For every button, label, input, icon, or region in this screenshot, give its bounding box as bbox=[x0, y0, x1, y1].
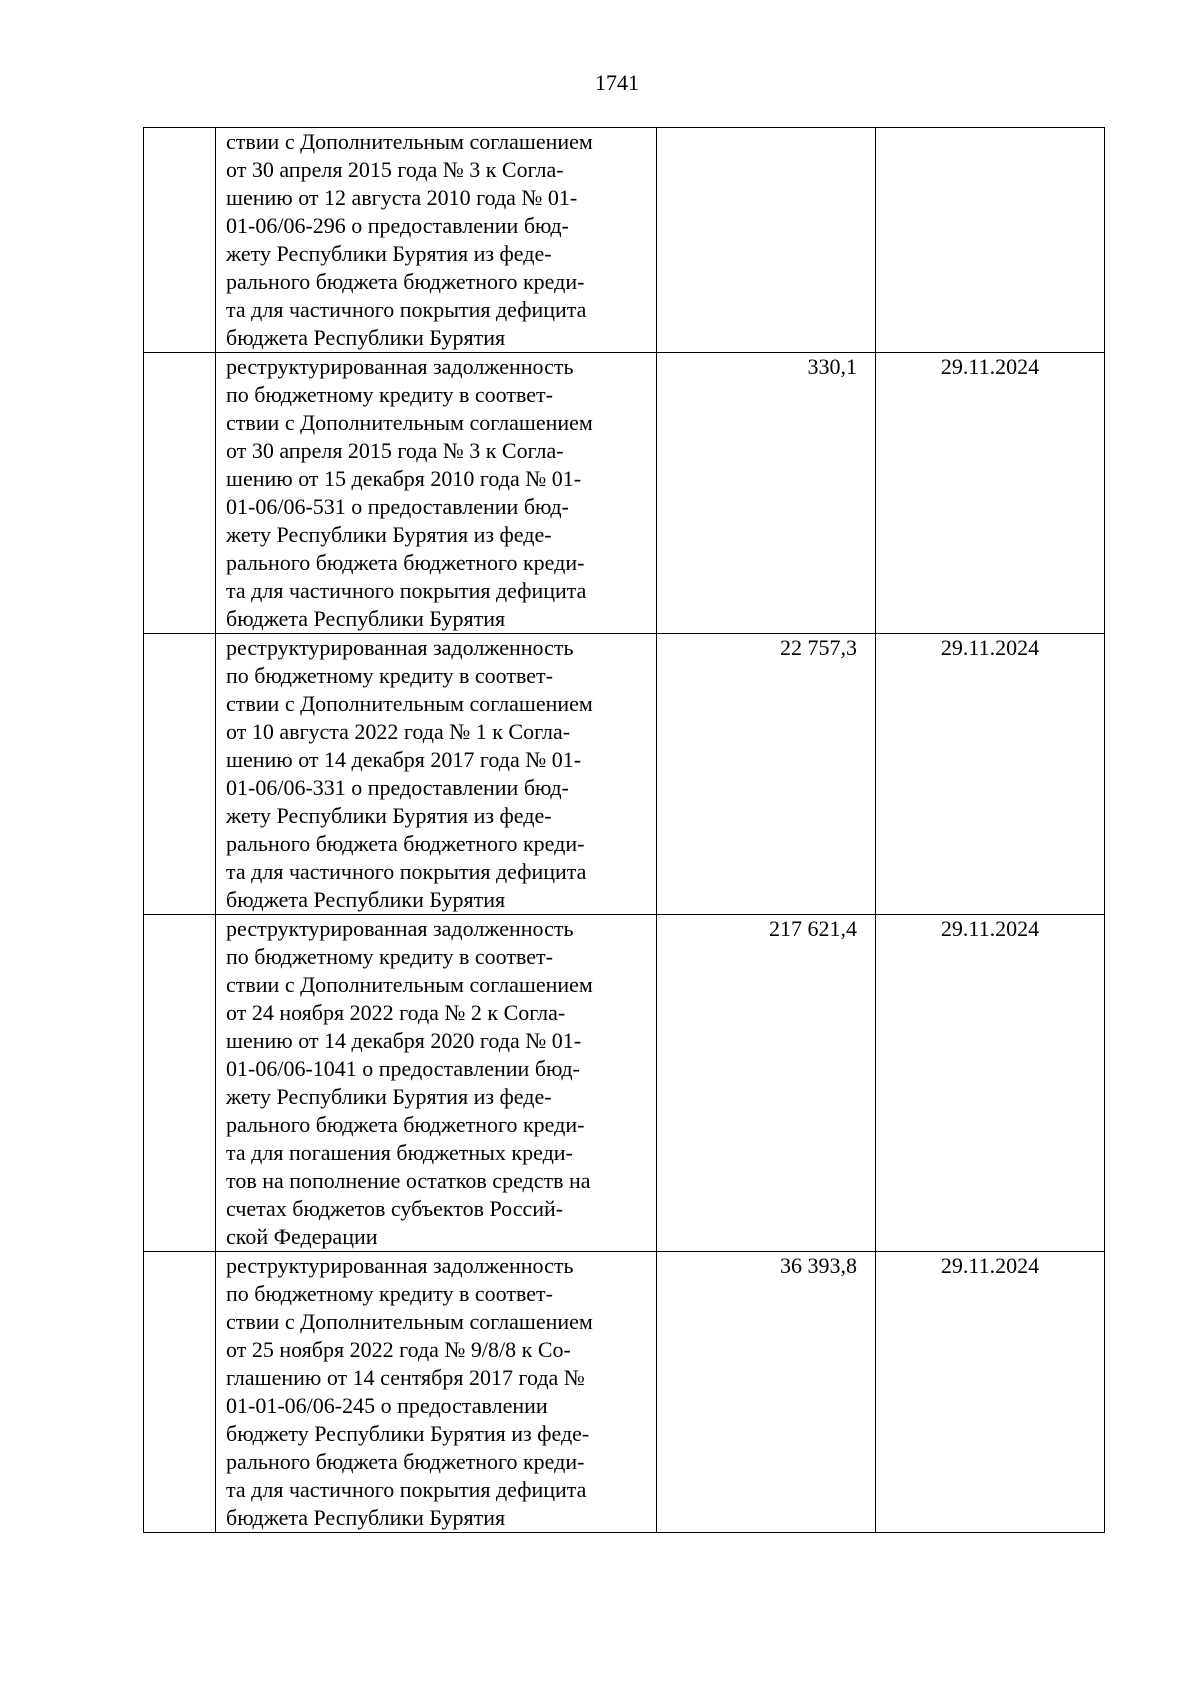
row-index-cell bbox=[144, 353, 216, 634]
row-index-cell bbox=[144, 1252, 216, 1533]
table-row bbox=[144, 915, 1105, 1252]
page-number: 1741 bbox=[595, 70, 639, 95]
row-amount-cell: 330,1 bbox=[657, 353, 876, 634]
row-index-cell bbox=[144, 915, 216, 1252]
row-description-cell: реструктурированная задолженность по бюджетному кредиту в соответ- ствии с Дополнительным соглашением от 25 ноября 2022 года № 9/8/8 к Со- глашению от 14 сентября 2017 года № 01-01-06/06-245 о предоставлении бюджету Республики Бурятия из феде- рального бюджета бюджетного креди- та для частичного покрытия дефицита бюджета Республики Бурятия bbox=[216, 1252, 657, 1533]
row-index-cell bbox=[144, 128, 216, 353]
row-date-cell: 29.11.2024 bbox=[876, 915, 1105, 1252]
row-index-cell bbox=[144, 634, 216, 915]
row-description-cell: реструктурированная задолженность по бюджетному кредиту в соответ- ствии с Дополнительным соглашением от 24 ноября 2022 года № 2 к Согла- шению от 14 декабря 2020 года № 01- 01-06/06-1041 о предоставлении бюд- жету Республики Бурятия из феде- рального бюджета бюджетного креди- та для погашения бюджетных креди- тов на пополнение остатков средств на счетах бюджетов субъектов Россий- ской Федерации bbox=[216, 915, 657, 1252]
row-date-cell: 29.11.2024 bbox=[876, 634, 1105, 915]
row-date-cell: 29.11.2024 bbox=[876, 1252, 1105, 1533]
row-date-cell bbox=[876, 128, 1105, 353]
row-description-cell: ствии с Дополнительным соглашением от 30 апреля 2015 года № 3 к Согла- шению от 12 августа 2010 года № 01- 01-06/06-296 о предоставлении бюд- жету Республики Бурятия из феде- рального бюджета бюджетного креди- та для частичного покрытия дефицита бюджета Республики Бурятия bbox=[216, 128, 657, 353]
row-date-cell: 29.11.2024 bbox=[876, 353, 1105, 634]
row-description-cell: реструктурированная задолженность по бюджетному кредиту в соответ- ствии с Дополнительным соглашением от 10 августа 2022 года № 1 к Согла- шению от 14 декабря 2017 года № 01- 01-06/06-331 о предоставлении бюд- жету Республики Бурятия из феде- рального бюджета бюджетного креди- та для частичного покрытия дефицита бюджета Республики Бурятия bbox=[216, 634, 657, 915]
debt-table bbox=[143, 127, 1105, 1533]
row-description-cell: реструктурированная задолженность по бюджетному кредиту в соответ- ствии с Дополнительным соглашением от 30 апреля 2015 года № 3 к Согла- шению от 15 декабря 2010 года № 01- 01-06/06-531 о предоставлении бюд- жету Республики Бурятия из феде- рального бюджета бюджетного креди- та для частичного покрытия дефицита бюджета Республики Бурятия bbox=[216, 353, 657, 634]
row-amount-cell: 36 393,8 bbox=[657, 1252, 876, 1533]
table-row bbox=[144, 128, 1105, 353]
row-amount-cell bbox=[657, 128, 876, 353]
table-row bbox=[144, 353, 1105, 634]
table-row bbox=[144, 634, 1105, 915]
row-amount-cell: 22 757,3 bbox=[657, 634, 876, 915]
row-amount-cell: 217 621,4 bbox=[657, 915, 876, 1252]
table-row bbox=[144, 1252, 1105, 1533]
